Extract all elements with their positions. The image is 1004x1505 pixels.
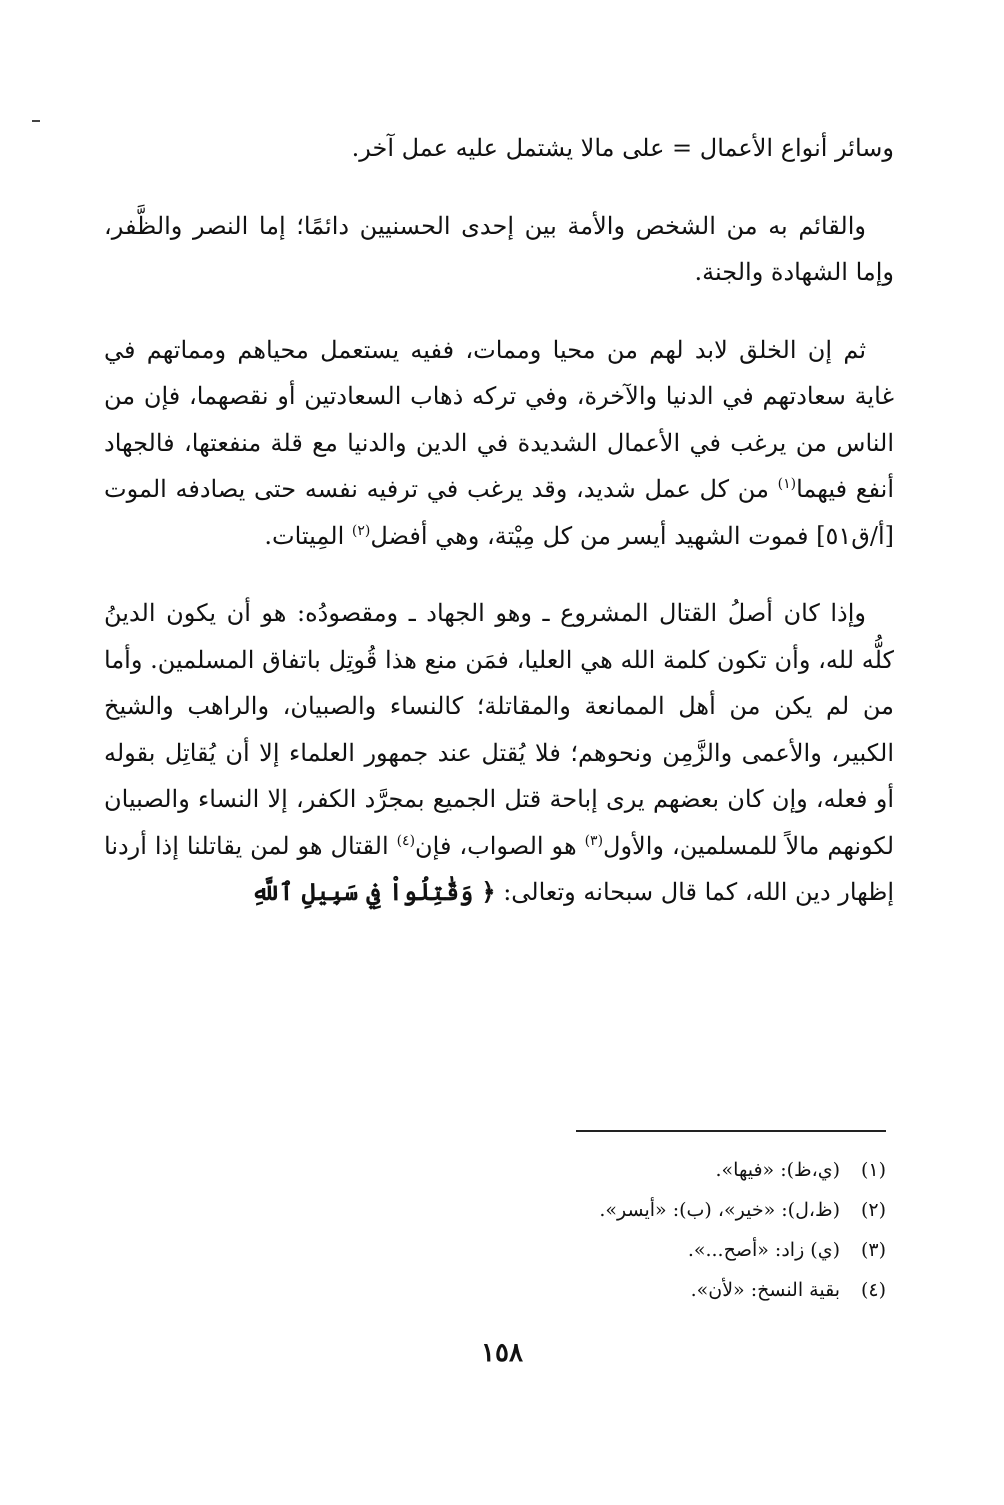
paragraph-text: ثم إن الخلق لابد لهم من محيا وممات، ففيه يستعمل محياهم ومماتهم في غاية سعادتهم في الدنيا والآخرة، وفي تركه ذهاب السعادتين أو نقصهما، فإن من الناس من يرغب في الأعمال الشديدة في الدين والدنيا مع قلة منفعتها، فالجهاد أنفع فيهما [104,335,894,503]
paragraph-text: المِيتات. [264,521,352,550]
paragraph-text: من كل عمل شديد، وقد يرغب في ترفيه نفسه حتى يصادفه الموت [أ/ق٥١] فموت الشهيد أيسر من كل مِيْتة، وهي أفضل [104,475,894,550]
footnote-text: (ظ،ل): «خير»، (ب): «أيسر». [599,1199,840,1221]
page-number: ١٥٨ [481,1338,523,1368]
quran-quote: ﴿ وَقَٰتِلُواْ فِي سَبِيلِ ٱللَّهِ [251,877,496,906]
paragraph-1 [104,125,894,172]
footnote-text: (ي،ظ): «فيها». [715,1159,840,1181]
margin-mark [32,120,40,122]
footnote-separator [576,1130,886,1132]
footnote-item [286,1150,886,1190]
footnote-item [286,1270,886,1310]
paragraph-3 [104,327,894,560]
footnotes [286,1150,886,1310]
paragraph-2 [104,203,894,296]
paragraph-4 [104,590,894,916]
paragraph-text: وسائر أنواع الأعمال = على مالا يشتمل عليه عمل آخر. [351,134,894,162]
paragraph-text: القتال هو لمن يقاتلنا إذا أردنا إظهار دين الله، كما قال سبحانه وتعالى: [104,831,894,906]
footnote-ref: (٣) [584,832,604,849]
footnote-item [286,1190,886,1230]
footnote-number: (٢) [860,1199,886,1221]
footnote-number: (٣) [860,1239,886,1261]
footnote-text: بقية النسخ: «لأن». [690,1279,840,1301]
footnote-item [286,1230,886,1270]
main-text [104,125,894,947]
paragraph-text: هو الصواب، فإن [415,831,585,860]
footnote-number: (٤) [860,1279,886,1301]
footnote-ref: (٤) [396,832,416,849]
footnote-ref: (١) [777,476,797,492]
footnote-text: (ي) زاد: «أصح...». [687,1239,840,1261]
paragraph-text: وإذا كان أصلُ القتال المشروع ـ وهو الجهاد ـ ومقصودُه: هو أن يكون الدينُ كلُّه لله، وأن تكون كلمة الله هي العليا، فمَن منع هذا قُوتِل باتفاق المسلمين. وأما من لم يكن من أهل الممانعة والمقاتلة؛ كالنساء والصبيان، والراهب والشيخ الكبير، والأعمى والزَّمِن ونحوهم؛ فلا يُقتل عند جمهور العلماء إلا أن يُقاتِل بقوله أو فعله، وإن كان بعضهم يرى إباحة قتل الجميع بمجرَّد الكفر، إلا النساء والصبيان لكونهم مالاً للمسلمين، والأول [104,599,895,860]
footnote-number: (١) [860,1159,886,1181]
footnote-ref: (٢) [351,522,371,539]
paragraph-text: والقائم به من الشخص والأمة بين إحدى الحسنيين دائمًا؛ إما النصر والظَّفر، وإما الشهادة والجنة. [104,211,894,286]
